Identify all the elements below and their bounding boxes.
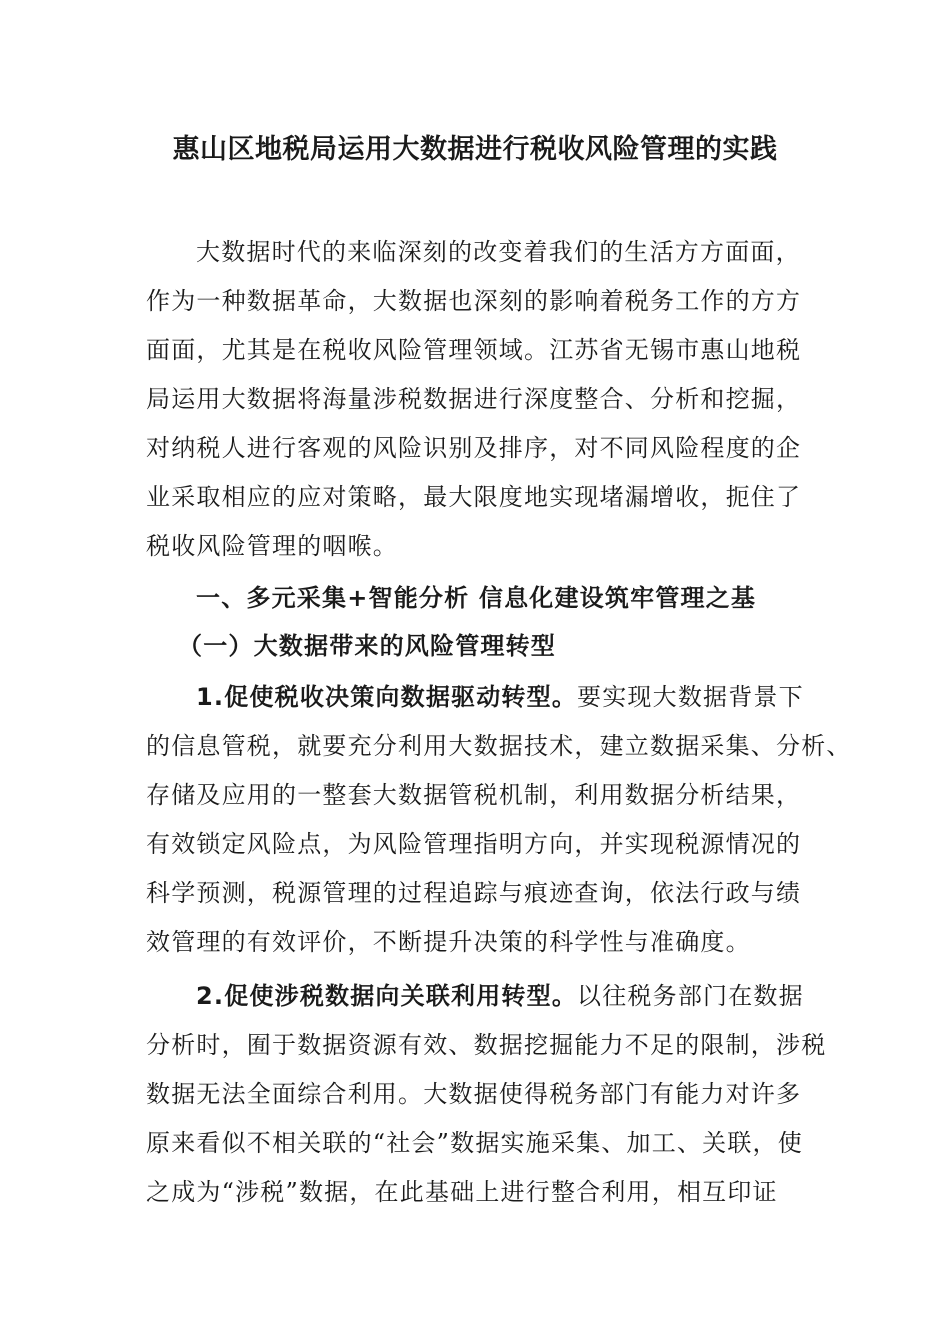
- item2-line: 之成为“涉税”数据，在此基础上进行整合利用，相互印证: [146, 1178, 778, 1206]
- document-title: 惠山区地税局运用大数据进行税收风险管理的实践: [172, 134, 778, 165]
- intro-line: 对纳税人进行客观的风险识别及排序，对不同风险程度的企: [146, 434, 802, 462]
- subsection-heading: （一）大数据带来的风险管理转型: [178, 632, 556, 660]
- item1-line: 有效锁定风险点，为风险管理指明方向，并实现税源情况的: [146, 830, 802, 858]
- item2-first-rest: 以往税务部门在数据: [577, 982, 804, 1010]
- item1-line: 存储及应用的一整套大数据管税机制，利用数据分析结果，: [146, 781, 802, 809]
- item2-line: 数据无法全面综合利用。大数据使得税务部门有能力对许多: [146, 1080, 802, 1108]
- item1-lead: 1.促使税收决策向数据驱动转型。: [196, 683, 578, 711]
- item2-line: 原来看似不相关联的“社会”数据实施采集、加工、关联，使: [146, 1129, 803, 1157]
- section-heading: 一、多元采集+智能分析 信息化建设筑牢管理之基: [196, 584, 757, 612]
- item2-first-line: [196, 976, 804, 1016]
- item1-first-line: [196, 677, 804, 717]
- intro-line: 税收风险管理的咽喉。: [146, 532, 398, 560]
- intro-line: 面面，尤其是在税收风险管理领域。江苏省无锡市惠山地税: [146, 336, 802, 364]
- intro-line: 作为一种数据革命，大数据也深刻的影响着税务工作的方方: [146, 287, 802, 315]
- item1-line: 科学预测，税源管理的过程追踪与痕迹查询，依法行政与绩: [146, 879, 802, 907]
- item1-line: 效管理的有效评价，不断提升决策的科学性与准确度。: [146, 928, 751, 956]
- item1-first-rest: 要实现大数据背景下: [577, 683, 804, 711]
- item1-line: 的信息管税，就要充分利用大数据技术，建立数据采集、分析、: [146, 732, 852, 760]
- intro-line: 业采取相应的应对策略，最大限度地实现堵漏增收，扼住了: [146, 483, 802, 511]
- intro-line: 局运用大数据将海量涉税数据进行深度整合、分析和挖掘，: [146, 385, 802, 413]
- intro-line: 大数据时代的来临深刻的改变着我们的生活方方面面，: [196, 238, 801, 266]
- item2-lead: 2.促使涉税数据向关联利用转型。: [196, 982, 578, 1010]
- item2-line: 分析时，囿于数据资源有效、数据挖掘能力不足的限制，涉税: [146, 1031, 827, 1059]
